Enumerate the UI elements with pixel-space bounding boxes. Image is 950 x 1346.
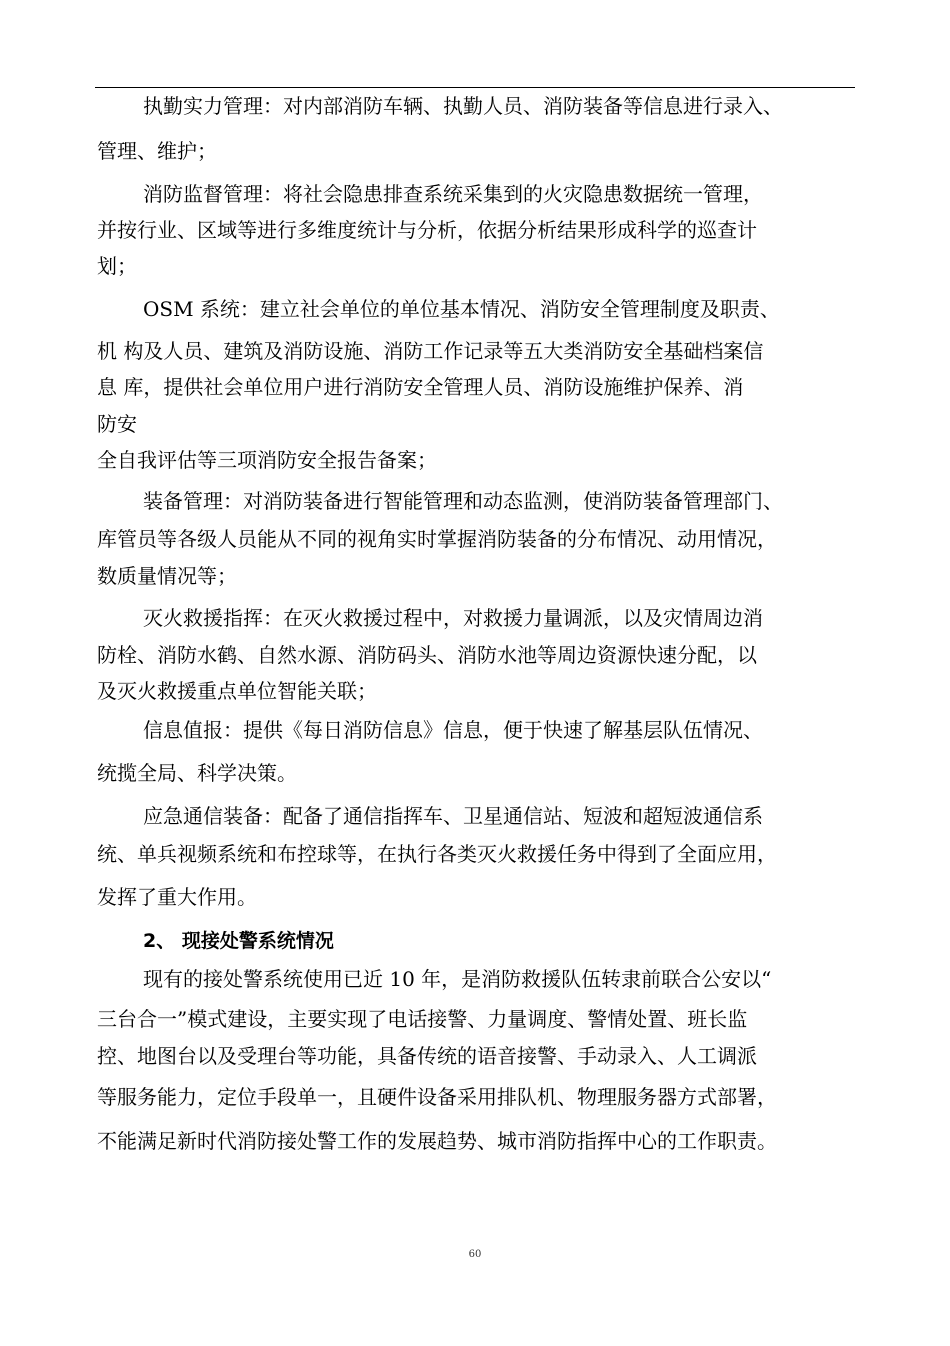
text-line: 发挥了重大作用。: [97, 885, 257, 909]
text-line: 执勤实力管理：对内部消防车辆、执勤人员、消防装备等信息进行录入、: [143, 94, 783, 118]
text-line: 应急通信装备：配备了通信指挥车、卫星通信站、短波和超短波通信系: [143, 804, 763, 828]
text-line: 全自我评估等三项消防安全报告备案；: [97, 448, 437, 472]
text-line: 消防监督管理：将社会隐患排查系统采集到的火灾隐患数据统一管理，: [143, 182, 763, 206]
text-line: 防栓、消防水鹤、自然水源、消防码头、消防水池等周边资源快速分配，以: [97, 643, 757, 667]
text-line: 现有的接处警系统使用已近 10 年，是消防救援队伍转隶前联合公安以“: [143, 967, 772, 991]
text-line: 机 构及人员、建筑及消防设施、消防工作记录等五大类消防安全基础档案信: [97, 339, 764, 363]
text-line: 数质量情况等；: [97, 564, 237, 588]
text-line: 防安: [97, 412, 137, 436]
text-line: 并按行业、区域等进行多维度统计与分析，依据分析结果形成科学的巡查计: [97, 218, 757, 242]
text-line: 及灭火救援重点单位智能关联；: [97, 679, 377, 703]
text-line: 等服务能力，定位手段单一，且硬件设备采用排队机、物理服务器方式部署，: [97, 1085, 777, 1109]
text-line: 灭火救援指挥：在灭火救援过程中，对救援力量调派，以及灾情周边消: [143, 606, 763, 630]
header-rule: [95, 87, 855, 88]
text-line: 库管员等各级人员能从不同的视角实时掌握消防装备的分布情况、动用情况，: [97, 527, 777, 551]
text-line: 信息值报：提供《每日消防信息》信息，便于快速了解基层队伍情况、: [143, 718, 763, 742]
text-line: 统揽全局、科学决策。: [97, 761, 297, 785]
text-line: 控、地图台以及受理台等功能，具备传统的语音接警、手动录入、人工调派: [97, 1044, 757, 1068]
text-line: 划；: [97, 254, 137, 278]
section-heading: 2、 现接处警系统情况: [143, 930, 334, 952]
text-line: 不能满足新时代消防接处警工作的发展趋势、城市消防指挥中心的工作职责。: [97, 1129, 777, 1153]
text-line: 三台合一”模式建设，主要实现了电话接警、力量调度、警情处置、班长监: [97, 1007, 748, 1031]
text-line: 息 库，提供社会单位用户进行消防安全管理人员、消防设施维护保养、消: [97, 375, 744, 399]
text-line: OSM 系统：建立社会单位的单位基本情况、消防安全管理制度及职责、: [143, 297, 780, 321]
text-line: 管理、维护；: [97, 139, 217, 163]
text-line: 统、单兵视频系统和布控球等，在执行各类灭火救援任务中得到了全面应用，: [97, 842, 777, 866]
text-line: 装备管理：对消防装备进行智能管理和动态监测，使消防装备管理部门、: [143, 489, 783, 513]
page-number: 60: [468, 1249, 482, 1260]
